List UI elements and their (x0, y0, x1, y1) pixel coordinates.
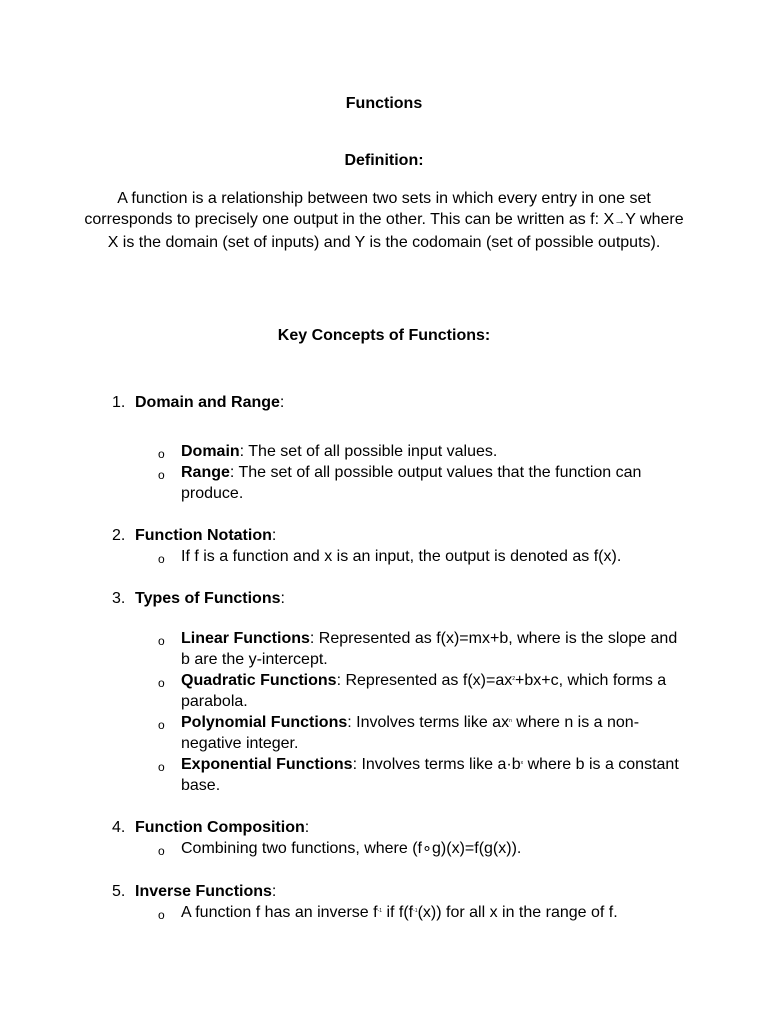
arrow-symbol: → (614, 215, 626, 227)
section-title: Types of Functions: (135, 590, 285, 607)
bullet-marker: o (158, 468, 165, 482)
bullet-marker: o (158, 634, 165, 648)
superscript: -1 (413, 908, 418, 914)
list-item: Exponential Functions: Involves terms like $a\cdot b^x$ where b is a constant base. (181, 756, 679, 794)
bullet-marker: o (158, 676, 165, 690)
definition-heading: Definition: (344, 152, 424, 169)
list-item: Combining two functions, where (f∘g)(x)=f(g(x)). (181, 840, 522, 857)
list-item: Domain: The set of all possible input values. (181, 443, 498, 460)
section-number: 5. (112, 883, 126, 900)
bullet-marker: o (158, 552, 165, 566)
superscript: n (509, 718, 512, 724)
list-item: Range: The set of all possible output values that the function can produce. (181, 464, 642, 502)
section-number: 3. (112, 590, 126, 607)
list-item: A function f has an inverse $f^{-1}$ if $f(f^{-1}(x))$ for all x in the range of f. (181, 904, 618, 921)
bullet-marker: o (158, 844, 165, 858)
bullet-marker: o (158, 908, 165, 922)
section-title: Domain and Range: (135, 394, 285, 411)
section-title: Function Composition: (135, 819, 310, 836)
section-number: 2. (112, 527, 126, 544)
superscript: -1 (377, 908, 383, 914)
section-number: 4. (112, 819, 126, 836)
list-item: Polynomial Functions: Involves terms like $ax^n$ where n is a non-negative integer. (181, 714, 640, 752)
definition-text-part: A function is a relationship between two sets in which every entry in one set corresponds to precisely one output in the other. This can be written as f: X (84, 190, 651, 228)
bullet-marker: o (158, 760, 165, 774)
superscript: x (520, 760, 524, 766)
superscript: 2 (512, 676, 515, 682)
bullet-marker: o (158, 447, 165, 461)
definition-text-part: Y where X is the domain (set of inputs) and Y is the codomain (set of possible outputs). (107, 211, 684, 251)
list-item: Quadratic Functions: Represented as $f(x)=ax^2+bx+c$, which forms a parabola. (181, 672, 667, 710)
section-title: Inverse Functions: (135, 883, 277, 900)
section-number: 1. (112, 394, 126, 411)
section-title: Function Notation: (135, 527, 277, 544)
definition-paragraph (84, 188, 684, 253)
bullet-marker: o (158, 718, 165, 732)
key-concepts-heading: Key Concepts of Functions: (277, 327, 491, 344)
page-title: Functions (345, 95, 423, 112)
list-item: If f is a function and x is an input, the output is denoted as f(x). (181, 548, 622, 565)
list-item: Linear Functions: Represented as f(x)=mx+b, where is the slope and b are the y-intercept. (181, 630, 678, 668)
